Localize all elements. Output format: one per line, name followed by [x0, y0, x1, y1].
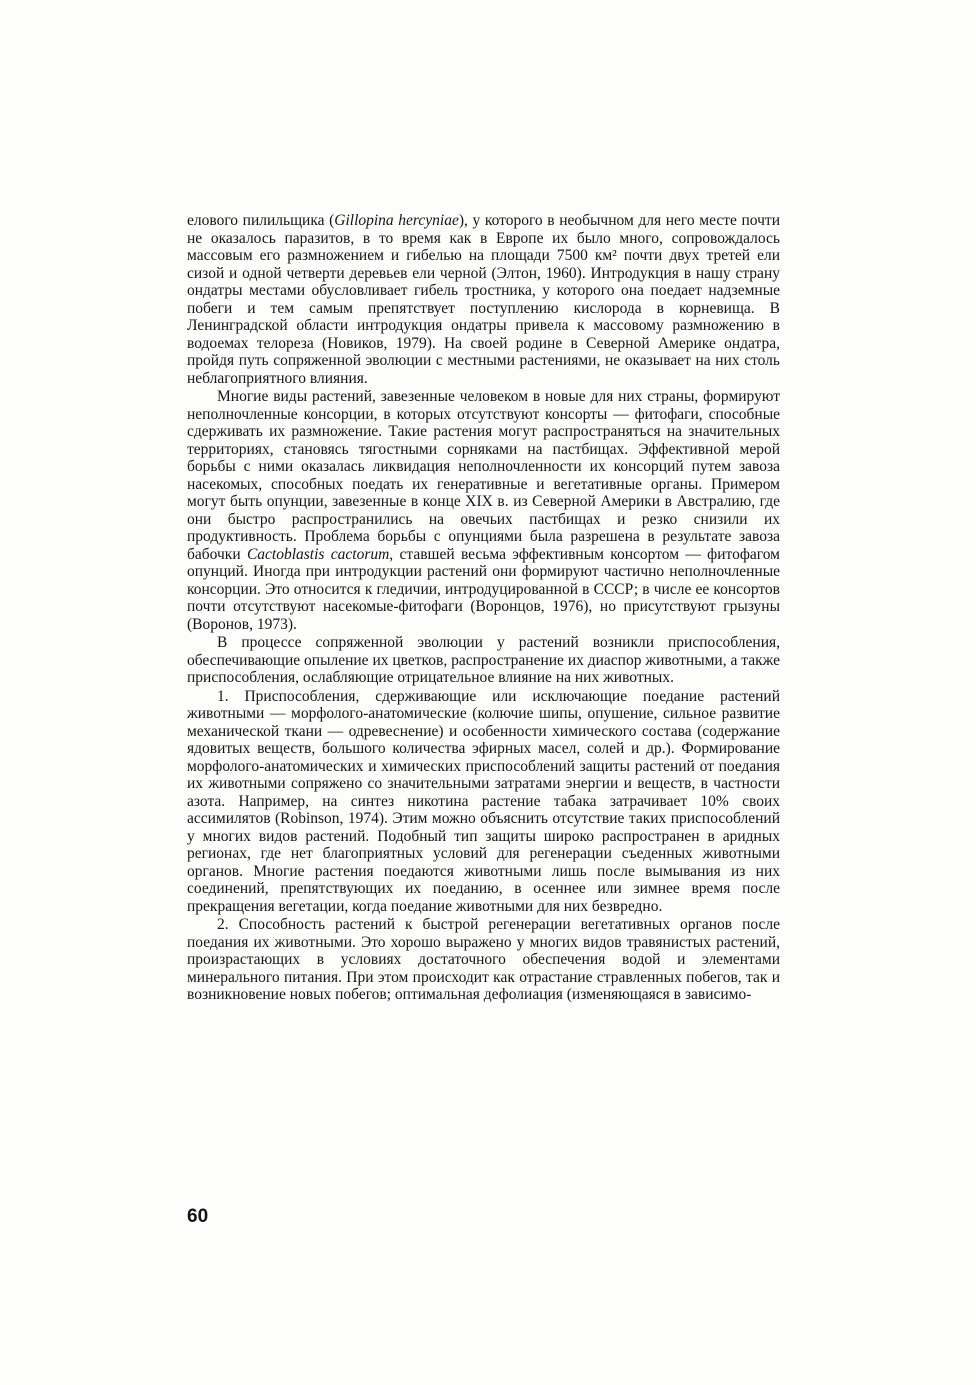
- italic-term: Cactoblastis cactorum: [246, 545, 390, 563]
- page-number: 60: [187, 1206, 209, 1227]
- paragraph: [187, 688, 780, 916]
- italic-term: Gillopina hercyniae: [334, 212, 459, 229]
- text-run: 1. Приспособления, сдерживающие или исключающие поедание растений животными — морфолого-анатомические (колючие шипы, опушение, сильное развитие механической ткани — одревеснение) и особенности химического состава (содержание ядовитых веществ, большого количества эфирных масел, солей и др.). Формирование морфолого-анатомических и химических приспособлений защиты растений от поедания их животными сопряжено со значительными затратами энергии и веществ, в частности азота. Например, на синтез никотина растение табака затрачивает 10% своих ассимилятов (Robinson, 1974). Этим можно объяснить отсутствие таких приспособлений у многих видов растений. Подобный тип защиты широко распространен в аридных регионах, где нет благоприятных условий для регенерации съеденных животными органов. Многие растения поедаются животными лишь после вымывания из них соединений, препятствующих их поеданию, в осеннее или зимнее время после прекращения вегетации, когда поедание животными для них безвредно.: [187, 687, 780, 915]
- text-run: елового пилильщика (: [187, 212, 335, 229]
- text-run: В процессе сопряженной эволюции у растений возникли приспособления, обеспечивающие опыление их цветков, распространение их диаспор животными, а также приспособления, ослабляющие отрицательное влияние на них животных.: [187, 634, 780, 686]
- text-run: Многие виды растений, завезенные человеком в новые для них страны, формируют неполночленные консорции, в которых отсутствуют консорты — фитофаги, способные сдерживать их размножение. Такие растения могут распространяться на значительных территориях, становясь тягостными сорняками на пастбищах. Эффективной мерой борьбы с ними оказалась ликвидация неполночленности их консорций путем завоза насекомых, способных поедать их генеративные и вегетативные органы. Примером могут быть опунции, завезенные в конце XIX в. из Северной Америки в Австралию, где они быстро распространились на овечьих пастбищах и резко снизили их продуктивность. Проблема борьбы с опунциями была разрешена в результате завоза бабочки: [187, 388, 780, 563]
- paragraph: [187, 212, 780, 387]
- body-text: [187, 212, 780, 1004]
- paragraph: [187, 634, 780, 687]
- text-run: 2. Способность растений к быстрой регенерации вегетативных органов после поедания их животными. Это хорошо выражено у многих видов травянистых растений, произрастающих в условиях достаточного обеспечения водой и элементами минерального питания. При этом происходит как отрастание стравленных побегов, так и возникновение новых побегов; оптимальная дефолиация (изменяющаяся в зависимо-: [187, 916, 780, 1003]
- text-run: , ставшей весьма эффективным консортом — фитофагом опунций. Иногда при интродукции растений они формируют частично неполночленные консорции. Это относится к гледичии, интродуцированной в СССР; в числе ее консортов почти отсутствуют насекомые-фитофаги (Воронцов, 1976), но присутствуют грызуны (Воронов, 1973).: [187, 545, 780, 633]
- text-run: ), у которого в необычном для него месте почти не оказалось паразитов, в то время как в Европе их было много, сопровождалось массовым его размножением и гибелью на площади 7500 км² почти двух третей ели сизой и одной четверти деревьев ели черной (Элтон, 1960). Интродукция в нашу страну ондатры местами обусловливает гибель тростника, у которого она поедает надземные побеги и тем самым препятствует поступлению кислорода в корневища. В Ленинградской области интродукция ондатры привела к массовому размножению в водоемах телореза (Новиков, 1979). На своей родине в Северной Америке ондатра, пройдя путь сопряженной эволюции с местными растениями, не оказывает на них столь неблагоприятного влияния.: [187, 212, 780, 387]
- paragraph: [187, 388, 780, 633]
- paragraph: [187, 916, 780, 1004]
